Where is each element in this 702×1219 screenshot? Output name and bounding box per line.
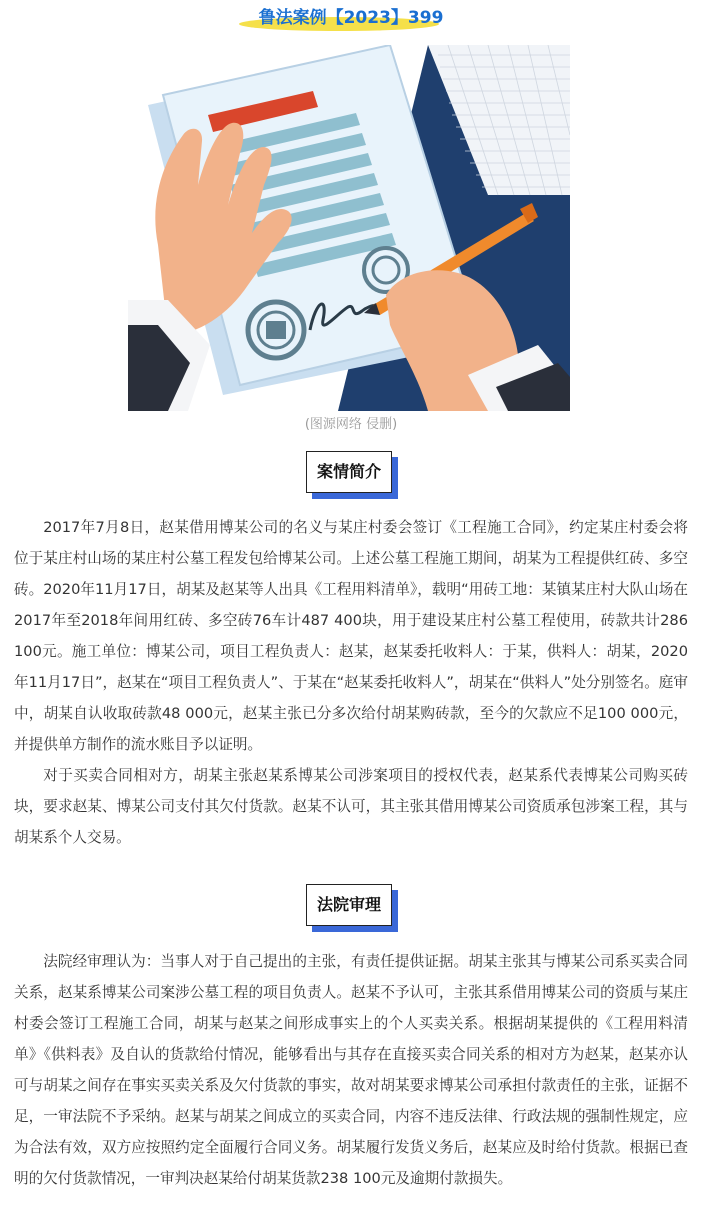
- trial-paragraph-1: 法院经审理认为：当事人对于自己提出的主张，有责任提供证据。胡某主张其与博某公司系买卖合同关系，赵某系博某公司案涉公墓工程的项目负责人。赵某不予认可，主张其系借用博某公司的资质与某庄村委会签订工程施工合同，胡某与赵某之间形成事实上的个人买卖关系。根据胡某提供的《工程用料清单》《供料表》及自认的货款给付情况，能够看出与其存在直接买卖合同关系的相对方为赵某，赵某亦认可与胡某之间存在事实买卖关系及欠付货款的事实，故对胡某要求博某公司承担付款责任的主张，证据不足，一审法院不予采纳。赵某与胡某之间成立的买卖合同，内容不违反法律、行政法规的强制性规定，应为合法有效，双方应按照约定全面履行合同义务。胡某履行发货义务后，赵某应及时给付货款。根据已查明的欠付货款情况，一审判决赵某给付胡某货款238 100元及逾期付款损失。: [14, 953, 688, 1187]
- contract-signing-illustration: [128, 45, 570, 411]
- section-heading-summary: [306, 451, 392, 493]
- section-heading-trial: [306, 884, 392, 926]
- image-caption: (图源网络 侵删): [304, 417, 398, 432]
- heading-label: 法院审理: [306, 884, 392, 926]
- summary-paragraph-1: 2017年7月8日，赵某借用博某公司的名义与某庄村委会签订《工程施工合同》，约定某庄村委会将位于某庄村山场的某庄村公墓工程发包给博某公司。上述公墓工程施工期间，胡某为工程提供红砖、多空砖。2020年11月17日，胡某及赵某等人出具《工程用料清单》，载明“用砖工地：某镇某庄村大队山场在2017年至2018年间用红砖、多空砖76车计487 400块，用于建设某庄村公墓工程使用，砖款共计286 100元。施工单位：博某公司，项目工程负责人：赵某，赵某委托收料人：于某，供料人：胡某，2020年11月17日”，赵某在“项目工程负责人”、于某在“赵某委托收料人”，胡某在“供料人”处分别签名。庭审中，胡某自认收取砖款48 000元，赵某主张已分多次给付胡某购砖款，至今的欠款应不足100 000元，并提供单方制作的流水账目予以证明。: [14, 519, 688, 753]
- summary-paragraph-2: 对于买卖合同相对方，胡某主张赵某系博某公司涉案项目的授权代表，赵某系代表博某公司购买砖块，要求赵某、博某公司支付其欠付货款。赵某不认可，其主张其借用博某公司资质承包涉案工程，其与胡某系个人交易。: [14, 767, 688, 846]
- case-number-banner: [0, 4, 702, 34]
- case-number: 鲁法案例【2023】399: [258, 8, 444, 28]
- heading-label: 案情简介: [306, 451, 392, 493]
